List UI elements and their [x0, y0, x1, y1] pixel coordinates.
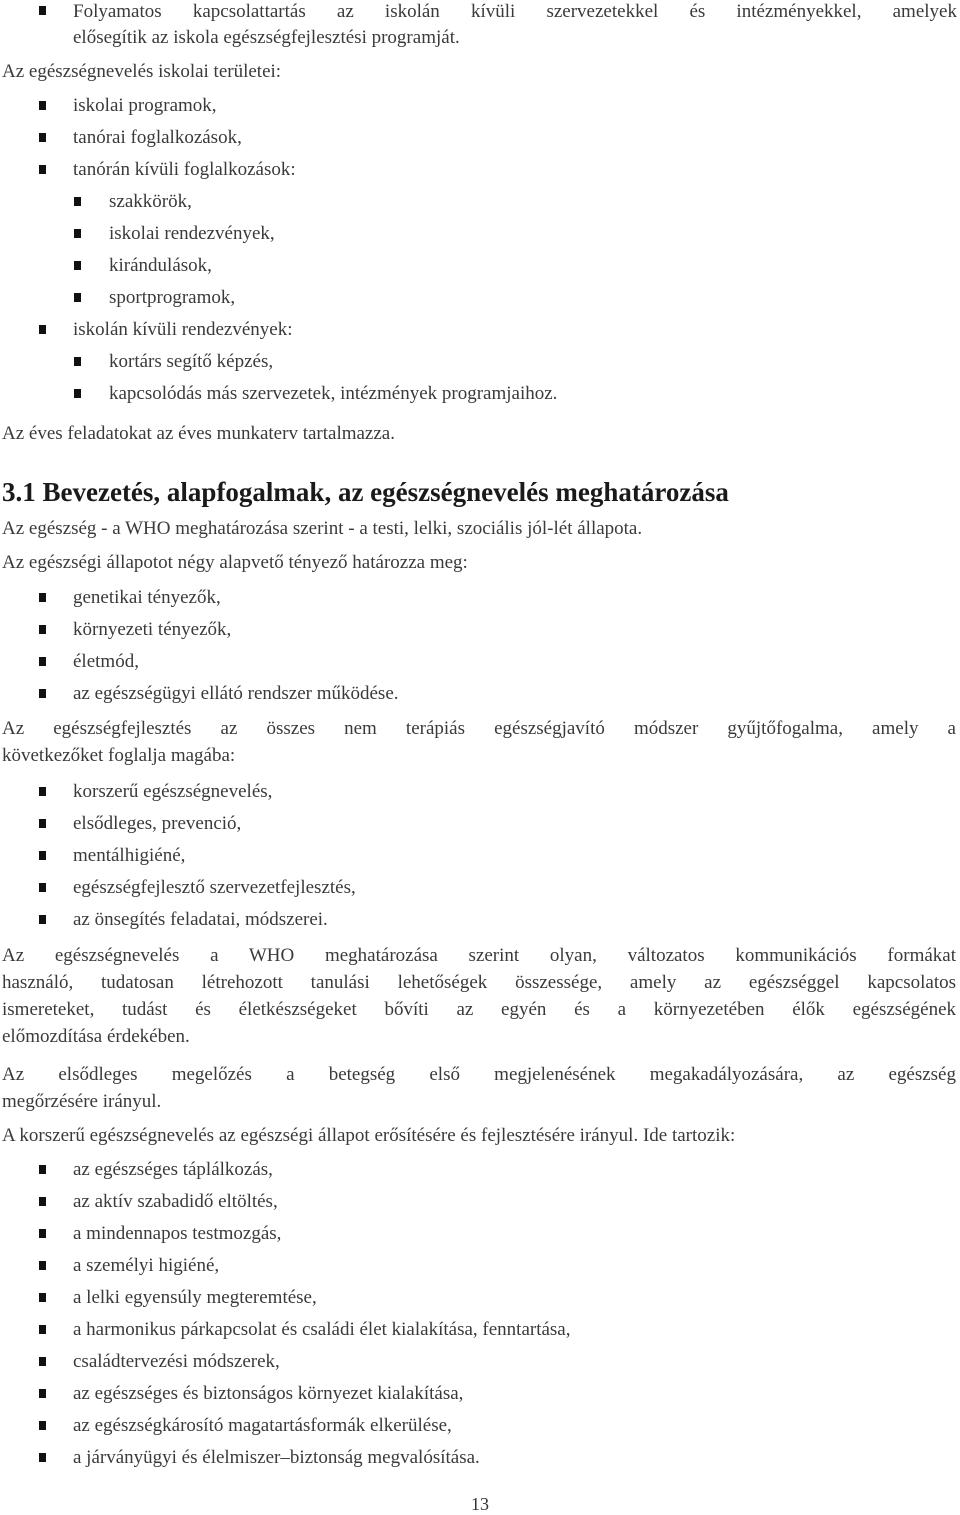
list-item: az egészséges és biztonságos környezet kialakítása,	[0, 1378, 960, 1410]
list-item: korszerű egészségnevelés,	[0, 776, 960, 808]
square-bullet-icon	[39, 1197, 46, 1206]
square-bullet-icon	[39, 1325, 46, 1334]
section-title: 3.1 Bevezetés, alapfogalmak, az egészségnevelés meghatározása	[2, 477, 729, 507]
square-bullet-icon	[39, 1421, 46, 1430]
list-item: az egészségkárosító magatartásformák elkerülése,	[0, 1410, 960, 1442]
areas-list	[0, 90, 960, 410]
promotion-list	[0, 776, 960, 936]
square-bullet-icon	[39, 165, 46, 174]
square-bullet-icon	[39, 101, 46, 110]
square-bullet-icon	[39, 819, 46, 828]
list-item: genetikai tényezők,	[0, 582, 960, 614]
square-bullet-icon	[39, 625, 46, 634]
education-paragraph: Az egészségnevelés a WHO meghatározása szerint olyan, változatos kommunikációs formákat használó, tudatosan létrehozott tanulási lehetőségek összessége, amely az egészséggel kapcsolatos ismereteket, tudást és életkészségeket bővíti az egyén és a környezetében élők egészségének előmozdítása érdekében.	[2, 945, 956, 1047]
top-list	[0, 0, 960, 50]
list-item: környezeti tényezők,	[0, 614, 960, 646]
square-bullet-icon	[39, 851, 46, 860]
square-bullet-icon	[39, 6, 46, 15]
list-item: kapcsolódás más szervezetek, intézmények programjaihoz.	[0, 378, 960, 410]
list-item: tanórán kívüli foglalkozások:	[0, 154, 960, 186]
square-bullet-icon	[74, 261, 81, 270]
list-item: elsődleges, prevenció,	[0, 808, 960, 840]
list-item: a járványügyi és élelmiszer–biztonság megvalósítása.	[0, 1442, 960, 1474]
list-item: az önsegítés feladatai, módszerei.	[0, 904, 960, 936]
list-item: a mindennapos testmozgás,	[0, 1218, 960, 1250]
square-bullet-icon	[39, 883, 46, 892]
list-item: iskolai programok,	[0, 90, 960, 122]
list-item: kirándulások,	[0, 250, 960, 282]
list-item-text: Folyamatos kapcsolattartás az iskolán kívüli szervezetekkel és intézményekkel, amelyek	[73, 1, 957, 22]
list-item: az egészségügyi ellátó rendszer működése.	[0, 678, 960, 710]
promotion-paragraph: Az egészségfejlesztés az összes nem terápiás egészségjavító módszer gyűjtőfogalma, amely a következőket foglalja magába:	[2, 718, 956, 766]
square-bullet-icon	[74, 229, 81, 238]
square-bullet-icon	[74, 197, 81, 206]
list-item: iskolai rendezvények,	[0, 218, 960, 250]
list-item: sportprogramok,	[0, 282, 960, 314]
square-bullet-icon	[39, 1357, 46, 1366]
square-bullet-icon	[39, 689, 46, 698]
factors-intro: Az egészségi állapotot négy alapvető tényező határozza meg:	[2, 552, 468, 573]
annual-tasks: Az éves feladatokat az éves munkaterv tartalmazza.	[2, 423, 395, 444]
modern-list	[0, 1154, 960, 1474]
square-bullet-icon	[39, 657, 46, 666]
square-bullet-icon	[74, 357, 81, 366]
list-item: életmód,	[0, 646, 960, 678]
list-item: az egészséges táplálkozás,	[0, 1154, 960, 1186]
square-bullet-icon	[39, 787, 46, 796]
square-bullet-icon	[39, 1261, 46, 1270]
list-item: tanórai foglalkozások,	[0, 122, 960, 154]
list-item: a személyi higiéné,	[0, 1250, 960, 1282]
list-item: az aktív szabadidő eltöltés,	[0, 1186, 960, 1218]
areas-intro: Az egészségnevelés iskolai területei:	[2, 61, 282, 82]
list-item: a harmonikus párkapcsolat és családi élet kialakítása, fenntartása,	[0, 1314, 960, 1346]
square-bullet-icon	[39, 325, 46, 334]
list-item: kortárs segítő képzés,	[0, 346, 960, 378]
square-bullet-icon	[74, 389, 81, 398]
list-item-text: elősegítik az iskola egészségfejlesztési programját.	[73, 27, 460, 48]
health-definition: Az egészség - a WHO meghatározása szerint - a testi, lelki, szociális jól-lét állapota.	[2, 518, 643, 539]
list-item	[0, 0, 960, 24]
list-item: mentálhigiéné,	[0, 840, 960, 872]
square-bullet-icon	[39, 1389, 46, 1398]
square-bullet-icon	[39, 593, 46, 602]
list-item: egészségfejlesztő szervezetfejlesztés,	[0, 872, 960, 904]
list-item: szakkörök,	[0, 186, 960, 218]
modern-intro: A korszerű egészségnevelés az egészségi állapot erősítésére és fejlesztésére irányul. Ide tartozik:	[2, 1125, 736, 1146]
list-item: a lelki egyensúly megteremtése,	[0, 1282, 960, 1314]
list-item: családtervezési módszerek,	[0, 1346, 960, 1378]
square-bullet-icon	[39, 1293, 46, 1302]
list-item: iskolán kívüli rendezvények:	[0, 314, 960, 346]
square-bullet-icon	[74, 293, 81, 302]
square-bullet-icon	[39, 1165, 46, 1174]
square-bullet-icon	[39, 1229, 46, 1238]
factors-list	[0, 582, 960, 710]
page-number: 13	[471, 1494, 489, 1514]
square-bullet-icon	[39, 133, 46, 142]
square-bullet-icon	[39, 915, 46, 924]
square-bullet-icon	[39, 1453, 46, 1462]
prevention-paragraph: Az elsődleges megelőzés a betegség első megjelenésének megakadályozására, az egészség megőrzésére irányul.	[2, 1064, 956, 1112]
